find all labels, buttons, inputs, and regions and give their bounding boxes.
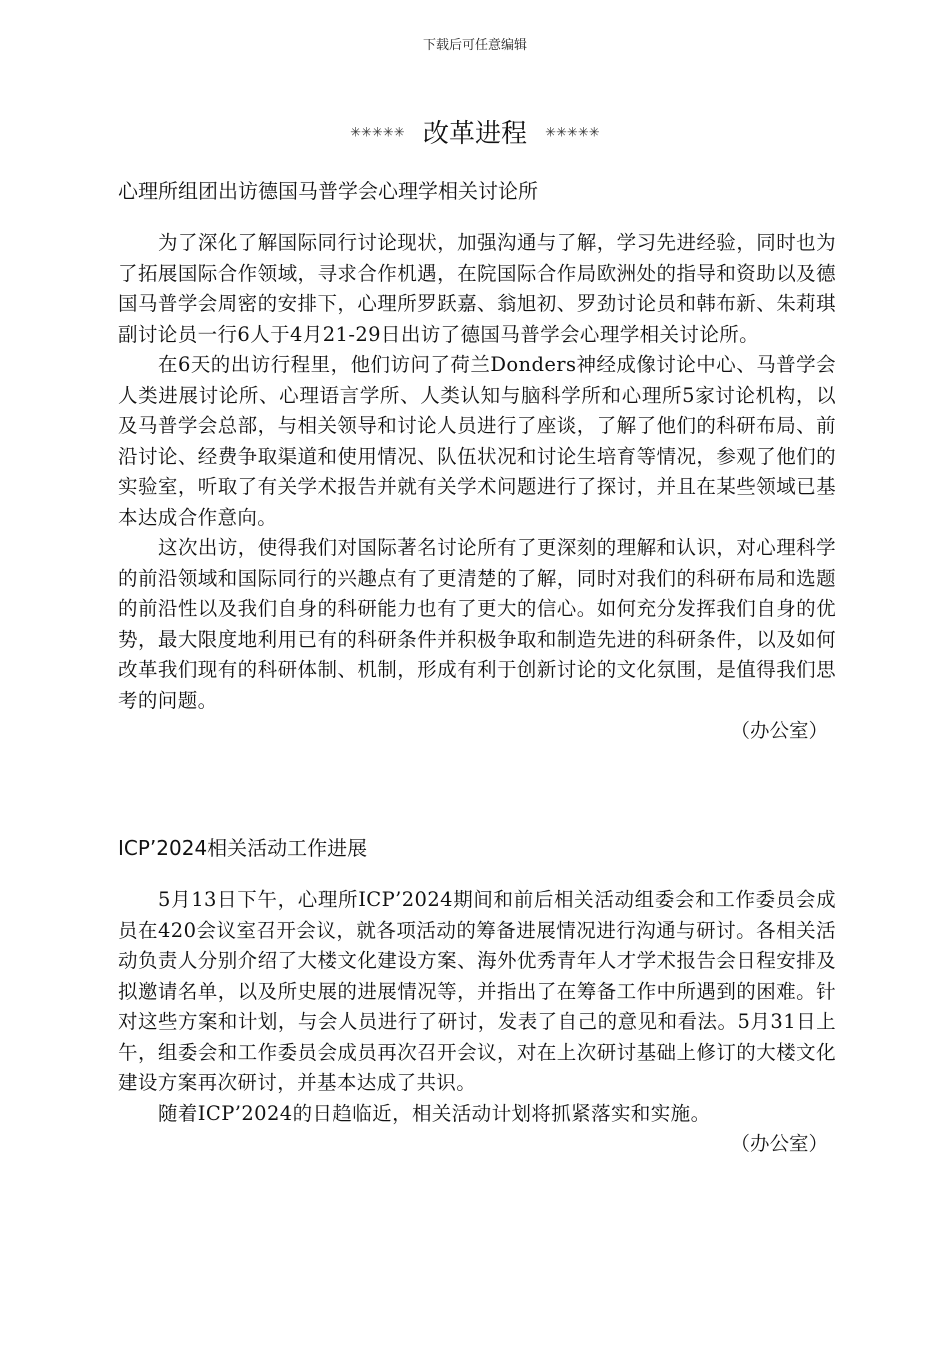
article-heading: 心理所组团出访德国马普学会心理学相关讨论所: [118, 179, 538, 203]
title-stars-left: ✳✳✳✳✳: [350, 125, 405, 141]
paragraph: 这次出访，使得我们对国际著名讨论所有了更深刻的理解和认识，对心理科学的前沿领域和国际同行的兴趣点有了更清楚的了解，同时对我们的科研布局和选题的前沿性以及我们自身的科研能力也有了更大的信心。如何充分发挥我们自身的优势，最大限度地利用已有的科研条件并积极争取和制造先进的科研条件，以及如何改革我们现有的科研体制、机制，形成有利于创新讨论的文化氛围，是值得我们思考的问题。: [118, 536, 836, 712]
article-heading: ICP’2024相关活动工作进展: [118, 836, 368, 860]
paragraph: 5月13日下午，心理所ICP’2024期间和前后相关活动组委会和工作委员会成员在420会议室召开会议，就各项活动的筹备进展情况进行沟通与研讨。各相关活动负责人分别介绍了大楼文化建设方案、海外优秀青年人才学术报告会日程安排及拟邀请名单，以及所史展的进展情况等，并指出了在筹备工作中所遇到的困难。针对这些方案和计划，与会人员进行了研讨，发表了自己的意见和看法。5月31日上午，组委会和工作委员会成员再次召开会议，对在上次研讨基础上修订的大楼文化建设方案再次研讨，并基本达成了共识。: [118, 888, 836, 1094]
paragraph: 在6天的出访行程里，他们访问了荷兰Donders神经成像讨论中心、马普学会人类进展讨论所、心理语言学所、人类认知与脑科学所和心理所5家讨论机构，以及马普学会总部，与相关领导和讨论人员进行了座谈，了解了他们的科研布局、前沿讨论、经费争取渠道和使用情况、队伍状况和讨论生培育等情况，参观了他们的实验室，听取了有关学术报告并就有关学术问题进行了探讨，并且在某些领域已基本达成合作意向。: [118, 353, 836, 529]
article-signature: （办公室）: [730, 1132, 828, 1155]
page-header-note: 下载后可任意编辑: [422, 38, 527, 53]
page-title: [0, 114, 950, 153]
article-icp-progress: [118, 833, 836, 1160]
title-stars-right: ✳✳✳✳✳: [545, 125, 600, 141]
paragraph: 随着ICP’2024的日趋临近，相关活动计划将抓紧落实和实施。: [158, 1101, 711, 1125]
paragraph: 为了深化了解国际同行讨论现状，加强沟通与了解，学习先进经验，同时也为了拓展国际合作领域，寻求合作机遇，在院国际合作局欧洲处的指导和资助以及德国马普学会周密的安排下，心理所罗跃嘉、翁旭初、罗劲讨论员和韩布新、朱莉琪副讨论员一行6人于4月21-29日出访了德国马普学会心理学相关讨论所。: [118, 231, 836, 346]
article-signature: （办公室）: [730, 719, 828, 742]
article-body: [118, 228, 836, 747]
article-delegation-visit: [118, 176, 836, 747]
article-body: [118, 885, 836, 1160]
title-text: 改革进程: [422, 118, 527, 149]
